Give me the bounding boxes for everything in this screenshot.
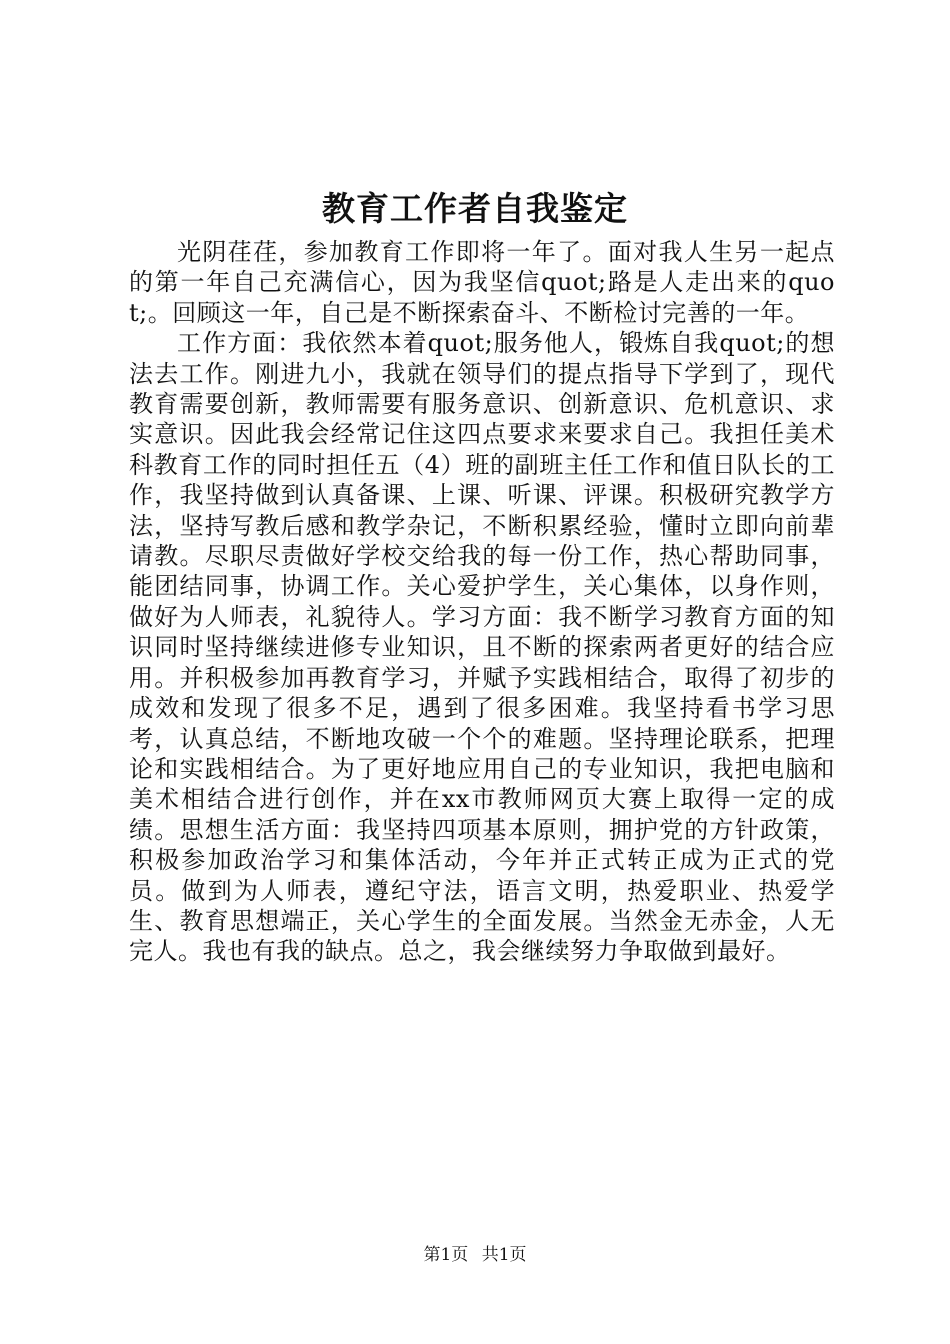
paragraph-work: 工作方面：我依然本着quot;服务他人，锻炼自我quot;的想法去工作。刚进九小，我就在领导们的提点指导下学到了，现代教育需要创新，教师需要有服务意识、创新意识、危机意识、求实意识。因此我会经常记住这四点要求来要求自己。我担任美术科教育工作的同时担任五（4）班的副班主任工作和值日队长的工作，我坚持做到认真备课、上课、听课、评课。积极研究教学方法，坚持写教后感和教学杂记，不断积累经验，懂时立即向前辈请教。尽职尽责做好学校交给我的每一份工作，热心帮助同事，能团结同事，协调工作。关心爱护学生，关心集体，以身作则，做好为人师表，礼貌待人。学习方面：我不断学习教育方面的知识同时坚持继续进修专业知识，且不断的探索两者更好的结合应用。并积极参加再教育学习，并赋予实践相结合，取得了初步的成效和发现了很多不足，遇到了很多困难。我坚持看书学习思考，认真总结，不断地攻破一个个的难题。坚持理论联系，把理论和实践相结合。为了更好地应用自己的专业知识，我把电脑和美术相结合进行创作，并在xx市教师网页大赛上取得一定的成绩。思想生活方面：我坚持四项基本原则，拥护党的方针政策，积极参加政治学习和集体活动，今年并正式转正成为正式的党员。做到为人师表，遵纪守法，语言文明，热爱职业、热爱学生、教育思想端正，关心学生的全面发展。当然金无赤金，人无完人。我也有我的缺点。总之，我会继续努力争取做到最好。 (129, 329, 835, 966)
page-footer (0, 1243, 950, 1267)
page-number: 第1页 (423, 1245, 469, 1265)
document-title: 教育工作者自我鉴定 (322, 189, 628, 228)
paragraph-intro: 光阴荏荏，参加教育工作即将一年了。面对我人生另一起点的第一年自己充满信心，因为我坚信quot;路是人走出来的quot;。回顾这一年，自己是不断探索奋斗、不断检讨完善的一年。 (129, 238, 835, 327)
page-total: 共1页 (481, 1245, 527, 1265)
document-body (129, 237, 835, 967)
